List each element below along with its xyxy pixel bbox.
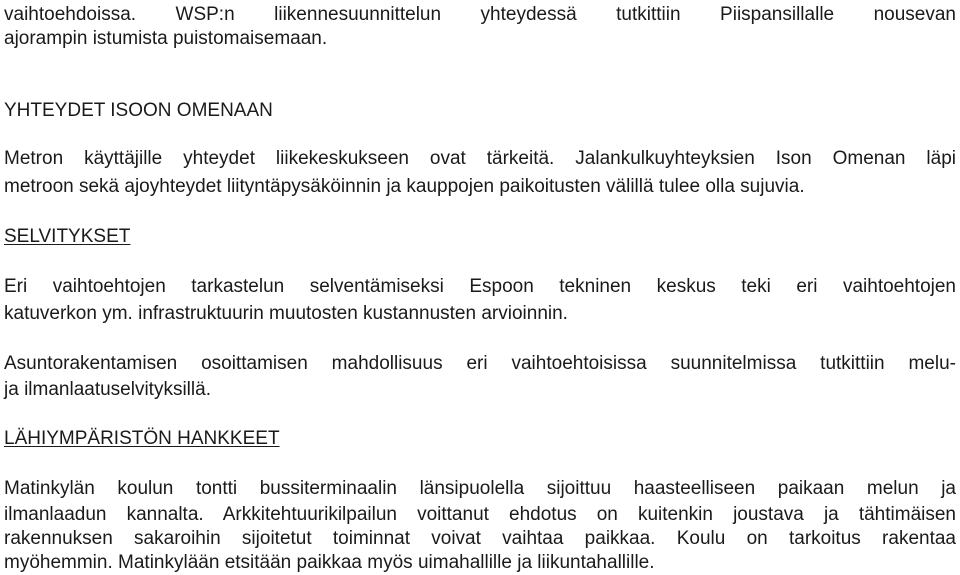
heading-connections: YHTEYDET ISOON OMENAAN (4, 100, 273, 121)
studies-para1-line-1: Eri vaihtoehtojen tarkastelun selventämiseksi Espoon tekninen keskus teki eri vaihtoehtojen (4, 276, 956, 297)
connections-line-1: Metron käyttäjille yhteydet liikekeskukseen ovat tärkeitä. Jalankulkuyhteyksien Ison Omenan läpi (4, 148, 956, 169)
intro-line-2: ajorampin istumista puistomaisemaan. (4, 28, 328, 49)
projects-line-4: myöhemmin. Matinkylään etsitään paikkaa myös uimahallille ja liikuntahallille. (4, 552, 655, 573)
heading-projects: LÄHIYMPÄRISTÖN HANKKEET (4, 428, 280, 449)
studies-para1-line-2: katuverkon ym. infrastruktuurin muutosten kustannusten arvioinnin. (4, 303, 568, 324)
projects-line-1: Matinkylän koulun tontti bussiterminaalin länsipuolella sijoittuu haasteelliseen paikaan melun ja (4, 478, 956, 499)
projects-line-3: rakennuksen sakaroihin sijoitetut toiminnat voivat vaihtaa paikkaa. Koulu on tarkoitus rakentaa (4, 528, 956, 549)
intro-line-1: vaihtoehdoissa. WSP:n liikennesuunnittelun yhteydessä tutkittiin Piispansillalle nousevan (4, 4, 956, 25)
studies-para2-line-2: ja ilmanlaatuselvityksillä. (4, 379, 211, 400)
heading-studies: SELVITYKSET (4, 226, 131, 247)
studies-para2-line-1: Asuntorakentamisen osoittamisen mahdollisuus eri vaihtoehtoisissa suunnitelmissa tutkittiin melu- (4, 353, 956, 374)
connections-line-2: metroon sekä ajoyhteydet liityntäpysäköinnin ja kauppojen paikoitusten välillä tulee olla sujuvia. (4, 176, 805, 197)
projects-line-2: ilmanlaadun kannalta. Arkkitehtuurikilpailun voittanut ehdotus on kuitenkin joustava ja tähtimäisen (4, 504, 956, 525)
